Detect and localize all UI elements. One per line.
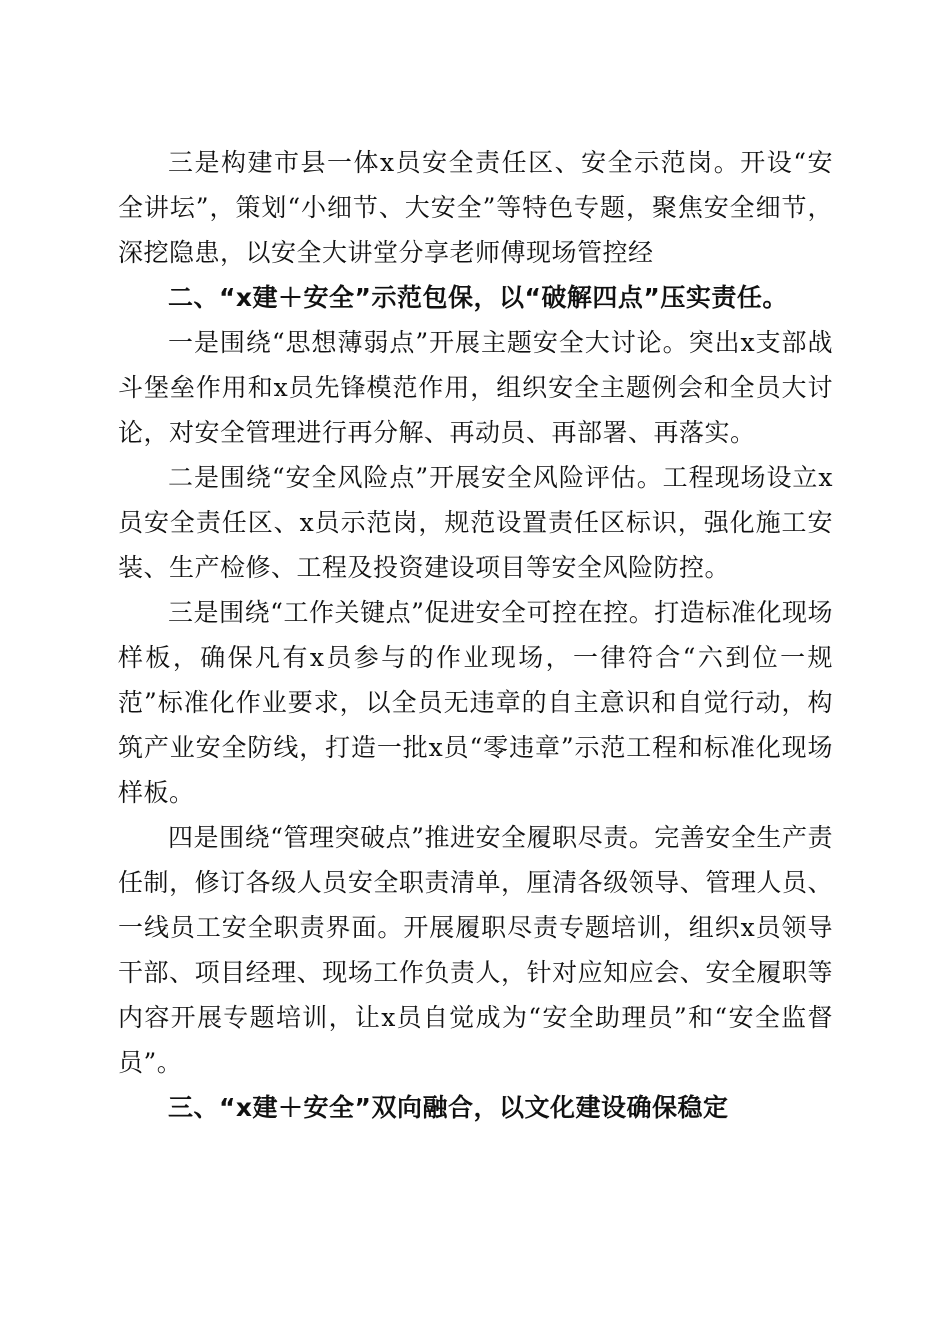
paragraph-thought-weak-point: 一是围绕“思想薄弱点”开展主题安全大讨论。突出x支部战斗堡垒作用和x员先锋模范作用，组织安全主题例会和全员大讨论，对安全管理进行再分解、再动员、再部署、再落实。 — [118, 328, 833, 447]
section-heading-three: 三、“x建＋安全”双向融合，以文化建设确保稳定 — [168, 1093, 729, 1122]
paragraph-management-breakthrough: 四是围绕“管理突破点”推进安全履职尽责。完善安全生产责任制，修订各级人员安全职责清单，厘清各级领导、管理人员、一线员工安全职责界面。开展履职尽责专题培训，组织x员领导干部、项目经理、现场工作负责人，针对应知应会、安全履职等内容开展专题培训，让x员自觉成为“安全助理员”和“安全监督员”。 — [118, 823, 833, 1077]
document-body — [118, 140, 833, 1130]
paragraph-risk-point: 二是围绕“安全风险点”开展安全风险评估。工程现场设立x员安全责任区、x员示范岗，规范设置责任区标识，强化施工安装、生产检修、工程及投资建设项目等安全风险防控。 — [118, 463, 833, 582]
paragraph-key-point: 三是围绕“工作关键点”促进安全可控在控。打造标准化现场样板，确保凡有x员参与的作业现场，一律符合“六到位一规范”标准化作业要求，以全员无违章的自主意识和自觉行动，构筑产业安全防线，打造一批x员“零违章”示范工程和标准化现场样板。 — [118, 598, 833, 807]
section-heading-two: 二、“x建＋安全”示范包保，以“破解四点”压实责任。 — [168, 283, 788, 312]
paragraph-district-demo-post: 三是构建市县一体x员安全责任区、安全示范岗。开设“安全讲坛”，策划“小细节、大安全”等特色专题，聚焦安全细节，深挖隐患，以安全大讲堂分享老师傅现场管控经 — [118, 148, 833, 267]
